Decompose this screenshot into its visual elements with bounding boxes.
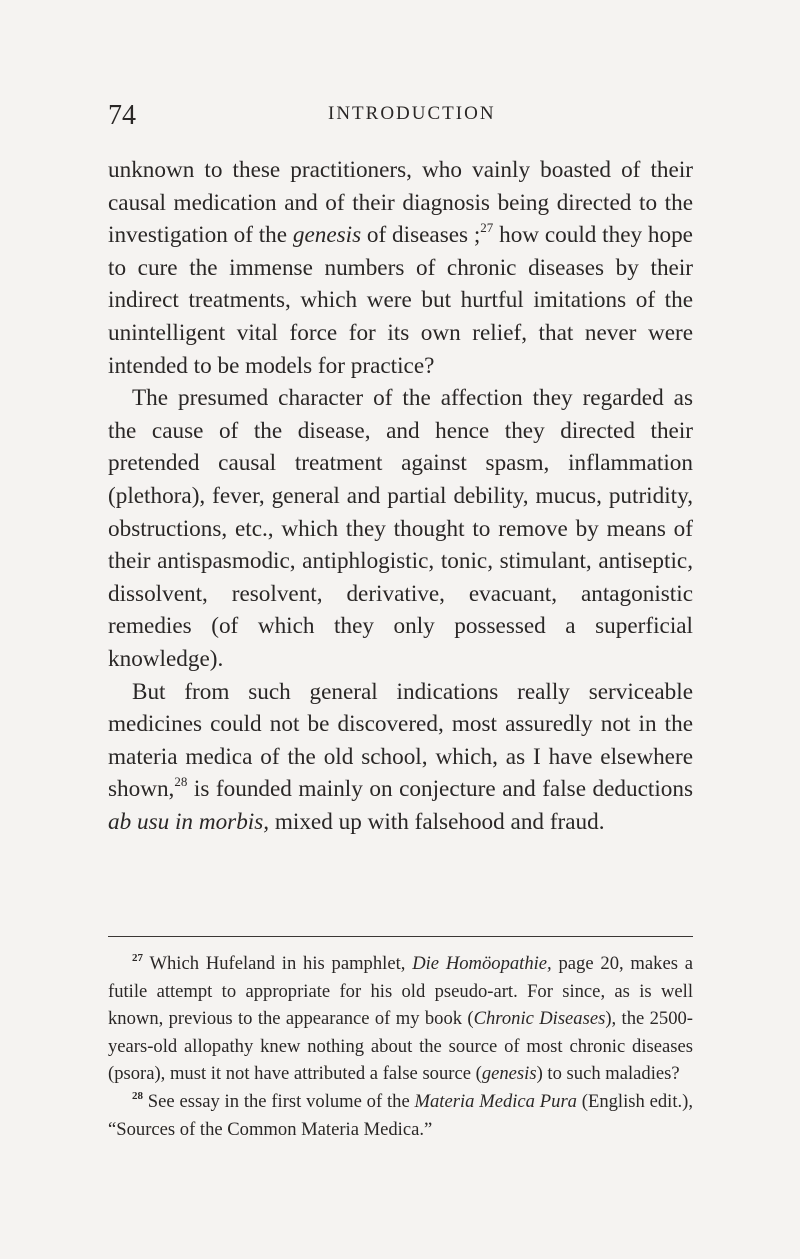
- footnotes: [108, 950, 693, 1143]
- paragraph-1: unknown to these practitioners, who vainly boasted of their causal medication and of their diagnosis being directed to the investigation of the genesis of diseases ;$^{27}$ how could they hope to cure the immense numbers of chronic diseases by their indirect treatments, which were but hurtful imitations of the unintelligent vital force for its own relief, that never were intended to be models for practice?: [108, 157, 693, 379]
- footnote-28: $^{28}$ See essay in the first volume of the Materia Medica Pura (English edit.), “Sources of the Common Materia Medica.”: [108, 1089, 693, 1140]
- footnote-ref-28[interactable]: 28: [174, 774, 188, 790]
- footnote-divider: [108, 936, 693, 937]
- genesis-italic: genesis: [292, 222, 362, 249]
- footnote-number: 28: [132, 1089, 143, 1102]
- page-header: [108, 100, 688, 134]
- paragraph-2: The presumed character of the affection they regarded as the cause of the disease, and hence they directed their pretended causal treatment against spasm, inflammation (plethora), fever, general and partial debility, mucus, putridity, obstructions, etc., which they thought to remove by means of their antispasmodic, antiphlogistic, tonic, stimulant, antiseptic, dissolvent, resolvent, derivative, evacuant, antagonistic remedies (of which they only possessed a superficial knowledge).: [108, 385, 693, 672]
- latin-phrase: ab usu in morbis,: [108, 808, 270, 835]
- main-text: [108, 154, 693, 838]
- page-number: 74: [108, 100, 136, 131]
- footnote-number: 27: [132, 952, 143, 964]
- footnote-ref-27[interactable]: 27: [480, 220, 494, 236]
- paragraph-3: But from such general indications really serviceable medicines could not be discovered, most assuredly not in the materia medica of the old school, which, as I have elsewhere shown,$^{28}$ is founded mainly on conjecture and false deductions ab usu in morbis, mixed up with falsehood and fraud.: [108, 678, 693, 835]
- running-head: INTRODUCTION: [328, 103, 496, 124]
- footnote-27: $^{27}$ Which Hufeland in his pamphlet, Die Homöopathie, page 20, makes a futile attempt to appropriate for his old pseudo-art. For since, as is well known, previous to the appearance of my book (Chronic Diseases), the 2500-years-old allopathy knew nothing about the source of most chronic diseases (psora), must it not have attributed a false source (genesis) to such maladies?: [108, 952, 694, 1085]
